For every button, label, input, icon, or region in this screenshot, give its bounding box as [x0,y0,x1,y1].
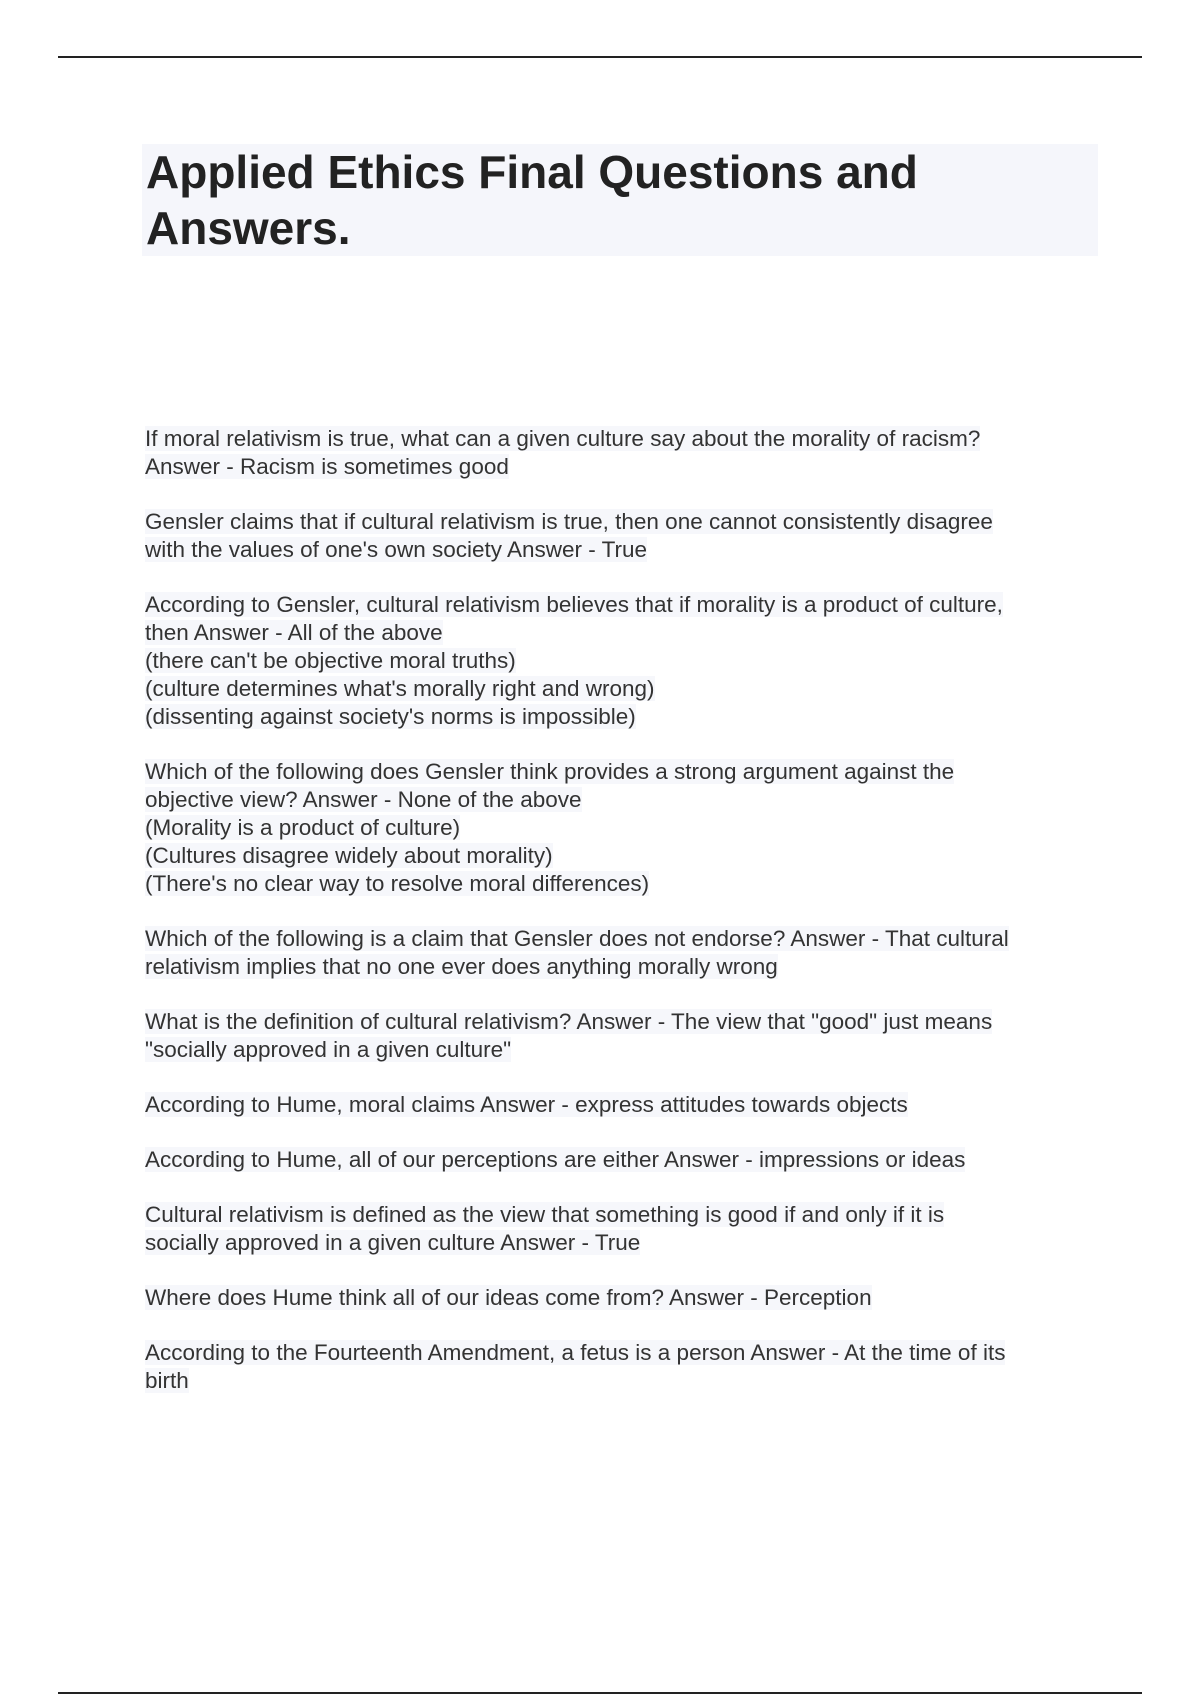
qa-line-text: Cultural relativism is defined as the view that something is good if and only if it is [145,1202,945,1227]
qa-line-text: (culture determines what's morally right and wrong) [145,676,655,701]
qa-line-text: According to the Fourteenth Amendment, a fetus is a person Answer - At the time of its [145,1340,1006,1365]
qa-line [145,1284,1085,1312]
qa-line-text: Which of the following does Gensler think provides a strong argument against the [145,759,955,784]
qa-line-text: According to Hume, moral claims Answer - express attitudes towards objects [145,1092,908,1117]
qa-line [145,536,1085,564]
qa-line [145,619,1085,647]
qa-line [145,786,1085,814]
qa-line-text: (dissenting against society's norms is impossible) [145,704,636,729]
qa-line-text: Where does Hume think all of our ideas come from? Answer - Perception [145,1285,872,1310]
qa-line [145,842,1085,870]
document-title [146,144,1094,256]
qa-line [145,1229,1085,1257]
qa-line-text: Answer - Racism is sometimes good [145,454,509,479]
qa-item [145,1339,1085,1395]
qa-item [145,1146,1085,1174]
qa-line [145,1008,1085,1036]
qa-item [145,1091,1085,1119]
qa-item [145,508,1085,564]
qa-line [145,870,1085,898]
qa-item [145,1201,1085,1257]
qa-line-text: "socially approved in a given culture" [145,1037,512,1062]
document-title-line: Answers. [146,202,351,254]
qa-line-text: (Morality is a product of culture) [145,815,461,840]
qa-item [145,1284,1085,1312]
qa-line [145,758,1085,786]
qa-item [145,925,1085,981]
qa-line-text: What is the definition of cultural relativism? Answer - The view that "good" just means [145,1009,993,1034]
qa-list [145,425,1085,1422]
qa-line-text: birth [145,1368,189,1393]
qa-line-text: relativism implies that no one ever does anything morally wrong [145,954,778,979]
qa-line [145,508,1085,536]
qa-line-text: If moral relativism is true, what can a given culture say about the morality of racism? [145,426,981,451]
qa-line [145,453,1085,481]
title-block [142,144,1098,256]
qa-line-text: Which of the following is a claim that Gensler does not endorse? Answer - That cultural [145,926,1009,951]
qa-line [145,814,1085,842]
qa-line-text: According to Hume, all of our perceptions are either Answer - impressions or ideas [145,1147,966,1172]
qa-line [145,425,1085,453]
qa-line-text: Gensler claims that if cultural relativism is true, then one cannot consistently disagree [145,509,993,534]
qa-line [145,1367,1085,1395]
document-title-line: Applied Ethics Final Questions and [146,146,918,198]
qa-item [145,758,1085,898]
qa-line [145,1146,1085,1174]
qa-line [145,925,1085,953]
qa-line-text: (There's no clear way to resolve moral differences) [145,871,650,896]
qa-line [145,1201,1085,1229]
qa-line-text: with the values of one's own society Answer - True [145,537,648,562]
qa-item [145,591,1085,731]
top-rule [58,56,1142,58]
qa-line [145,675,1085,703]
qa-line [145,703,1085,731]
qa-line-text: (Cultures disagree widely about morality) [145,843,553,868]
qa-line-text: objective view? Answer - None of the above [145,787,582,812]
qa-line [145,1091,1085,1119]
qa-line [145,591,1085,619]
qa-line [145,647,1085,675]
qa-line-text: socially approved in a given culture Answer - True [145,1230,641,1255]
qa-line [145,953,1085,981]
qa-line [145,1339,1085,1367]
qa-item [145,425,1085,481]
qa-item [145,1008,1085,1064]
qa-line-text: (there can't be objective moral truths) [145,648,516,673]
qa-line-text: then Answer - All of the above [145,620,443,645]
qa-line [145,1036,1085,1064]
bottom-rule [58,1692,1142,1694]
qa-line-text: According to Gensler, cultural relativism believes that if morality is a product of culture, [145,592,1003,617]
